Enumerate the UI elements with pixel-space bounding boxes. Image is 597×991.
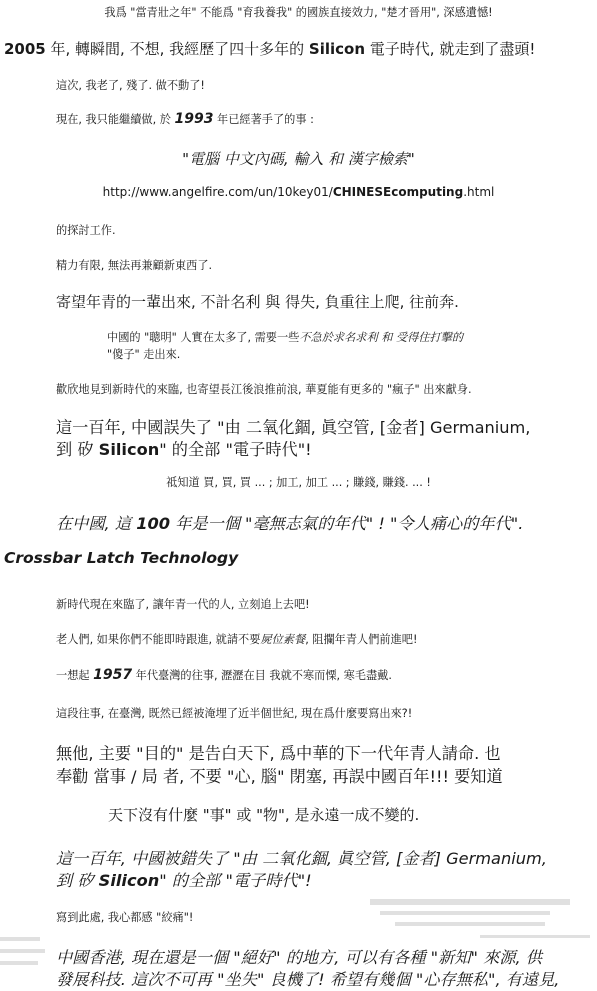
paragraph-new-era: 新時代現在來臨了, 讓年青一代的人, 立刻追上去吧! — [56, 598, 310, 611]
regret-end: 年是一個 "毫無志氣的年代" ! "令人痛心的年代". — [169, 514, 524, 533]
hongkong-line-2: 發展科技. 這次不可再 "坐失" 良機了! 希望有幾個 "心存無私", 有遠見, — [56, 970, 560, 989]
now-end: 年已經著手了的事 : — [213, 113, 314, 126]
quote-line-2: "傻子" 走出來. — [107, 348, 181, 361]
regret-pre: 在中國, 這 — [56, 514, 137, 533]
elders-pre: 老人們, 如果你們不能即時跟進, 就請不要 — [56, 633, 261, 646]
century-end: " 的全部 "電子時代"! — [159, 440, 312, 459]
century-end-2: " 的全部 "電子時代"! — [159, 871, 312, 890]
year-1957: 1957 — [93, 667, 133, 683]
silicon-word-2: Silicon — [98, 440, 160, 459]
century-pre-2: 到 矽 — [56, 871, 99, 890]
silicon-word-3: Silicon — [98, 871, 160, 890]
project-url[interactable] — [0, 185, 597, 199]
url-bold: CHINESEcomputing — [332, 185, 464, 199]
paragraph-1957 — [56, 667, 392, 683]
century-line-1: 這一百年, 中國誤失了 "由 二氧化錮, 眞空管, [金者] Germanium, — [56, 418, 531, 437]
year-1993: 1993 — [174, 111, 214, 127]
purpose-line-2: 奉勸 當事 / 局 者, 不要 "心, 腦" 閉塞, 再誤中國百年!!! 要知道 — [56, 767, 503, 786]
paragraph-now — [56, 111, 314, 127]
number-100: 100 — [136, 514, 170, 533]
elders-italic: 屍位素餐 — [260, 633, 306, 646]
century-pre: 到 矽 — [56, 440, 99, 459]
paragraph-work: 的探討工作. — [56, 224, 116, 237]
now-text: 現在, 我只能繼續做, 於 — [56, 113, 175, 126]
century-line-4 — [56, 867, 312, 891]
purpose-line-1: 無他, 主要 "目的" 是告白天下, 爲中華的下一代年青人請命. 也 — [56, 744, 501, 763]
nothing-constant: 天下沒有什麼 "事" 或 "物", 是永遠一成不變的. — [108, 806, 420, 824]
headline-text: 年, 轉瞬間, 不想, 我經歷了四十多年的 — [45, 40, 309, 58]
century-line-2 — [56, 436, 312, 460]
paragraph-elders — [56, 631, 417, 647]
regret-line — [56, 510, 523, 534]
quote-text: 中國的 "聰明" 人實在太多了, 需要一些 — [107, 331, 300, 344]
memory-end: 年代臺灣的往事, 瀝瀝在目 我就不寒而慄, 寒毛盡戴. — [132, 669, 392, 682]
paragraph-energy: 精力有限, 無法再兼顧新東西了. — [56, 259, 213, 272]
paragraph-old: 這次, 我老了, 殘了. 做不動了! — [56, 79, 205, 92]
year-2005: 2005 — [4, 40, 46, 58]
url-suffix: .html — [463, 185, 495, 199]
hongkong-line-1: 中國香港, 現在還是一個 "絕好" 的地方, 可以有各種 "新知" 來源, 供 — [56, 948, 542, 967]
paragraph-why: 這段往事, 在臺灣, 既然已經被淹埋了近半個世紀, 現在爲什麼要寫出來?! — [56, 707, 413, 720]
quote-italic: 不急於求名求利 和 受得住打擊的 — [299, 331, 464, 344]
buy-line: 祗知道 買, 買, 買 ... ; 加工, 加工 ... ; 賺錢, 賺錢. ... ! — [166, 476, 431, 489]
url-prefix: http://www.angelfire.com/un/10key01/ — [102, 185, 333, 199]
quote-line-1 — [107, 329, 463, 345]
headline-2005 — [4, 38, 535, 59]
century-line-3: 這一百年, 中國被錯失了 "由 二氧化錮, 眞空管, [金者] Germanium, — [56, 849, 547, 868]
intro-line: 我爲 "當青壯之年" 不能爲 "育我養我" 的國族直接效力, "楚才晉用", 深感遺憾! — [104, 6, 493, 19]
paragraph-hope: 寄望年青的一輩出來, 不計名利 與 得失, 負重往上爬, 往前奔. — [56, 293, 459, 311]
project-title: "電腦 中文內碼, 輸入 和 漢字檢索" — [182, 150, 415, 168]
memory-pre: 一想起 — [56, 669, 94, 682]
elders-end: , 阻攔年青人們前進吧! — [305, 633, 418, 646]
headline-end: 電子時代, 就走到了盡頭! — [365, 40, 536, 58]
paragraph-pain: 寫到此處, 我心都感 "絞痛"! — [56, 911, 194, 924]
paragraph-celebrate: 歡欣地見到新時代的來臨, 也寄望長江後浪推前浪, 華夏能有更多的 "瘋子" 出來獻身. — [56, 383, 472, 396]
silicon-word: Silicon — [308, 40, 366, 58]
section-heading: Crossbar Latch Technology — [4, 549, 239, 567]
